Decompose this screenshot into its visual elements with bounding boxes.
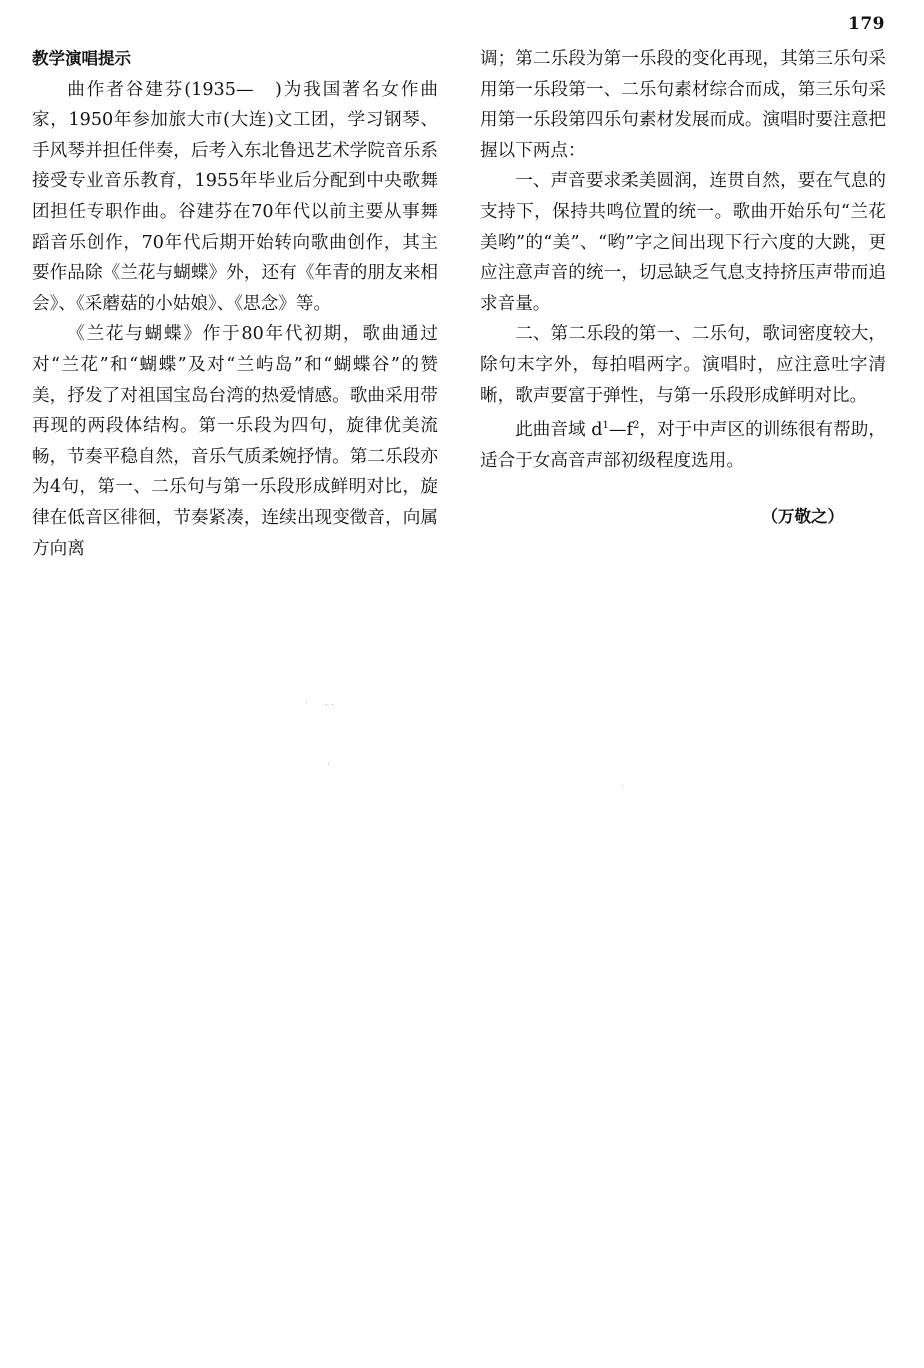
range-sup-high: 2 (633, 420, 640, 432)
scan-speck (326, 704, 327, 705)
range-text-before: 此曲音域 d (515, 419, 603, 440)
paragraph-vocal-range (480, 411, 886, 476)
paragraph-song-analysis: 《兰花与蝴蝶》作于80年代初期，歌曲通过对“兰花”和“蝴蝶”及对“兰屿岛”和“蝴蝶谷”的赞美，抒发了对祖国宝岛台湾的热爱情感。歌曲采用带再现的两段体结构。第一乐段为四句，旋律优美流畅，节奏平稳自然，音乐气质柔婉抒情。第二乐段亦为4句，第一、二乐句与第一乐段形成鲜明对比，旋律在低音区徘徊，节奏紧凑，连续出现变徵音，向属方向离 (32, 324, 438, 559)
paragraph-point-one: 一、声音要求柔美圆润，连贯自然，要在气息的支持下，保持共鸣位置的统一。歌曲开始乐句“兰花美哟”的“美”、“哟”字之间出现下行六度的大跳，更应注意声音的统一，切忌缺乏气息支持挤压声带而追求音量。 (480, 171, 886, 314)
paragraph-point-two: 二、第二乐段的第一、二乐句，歌词密度较大，除句末字外，每拍唱两字。演唱时，应注意吐字清晰，歌声要富于弹性，与第一乐段形成鲜明对比。 (480, 324, 886, 406)
left-column (32, 44, 438, 564)
author-signature: （万敬之） (761, 507, 844, 527)
page-number: 179 (848, 14, 885, 34)
paragraph-composer-bio: 曲作者谷建芬(1935— )为我国著名女作曲家，1950年参加旅大市(大连)文工团，学习钢琴、手风琴并担任伴奏，后考入东北鲁迅艺术学院音乐系接受专业音乐教育，1955年毕业后分配到中央歌舞团担任专职作曲。谷建芬在70年代以前主要从事舞蹈音乐创作，70年代后期开始转向歌曲创作，其主要作品除《兰花与蝴蝶》外，还有《年青的朋友来相会》、《采蘑菇的小姑娘》、《思念》等。 (32, 79, 438, 314)
right-column (480, 44, 886, 533)
range-sup-low: 1 (602, 420, 609, 432)
scan-speck (332, 704, 333, 705)
scan-speck (622, 785, 623, 786)
scan-speck (306, 702, 307, 703)
range-text-after: ，对于中声区的训练很有帮助，适合于女高音声部初级程度选用。 (480, 419, 886, 471)
paragraph-continuation: 调；第二乐段为第一乐段的变化再现，其第三乐句采用第一乐段第一、二乐句素材综合而成，第三乐句采用第一乐段第四乐句素材发展而成。演唱时要注意把握以下两点： (480, 49, 886, 161)
range-dash: —f (608, 419, 634, 440)
section-heading: 教学演唱提示 (32, 49, 131, 68)
scan-speck (328, 763, 329, 764)
